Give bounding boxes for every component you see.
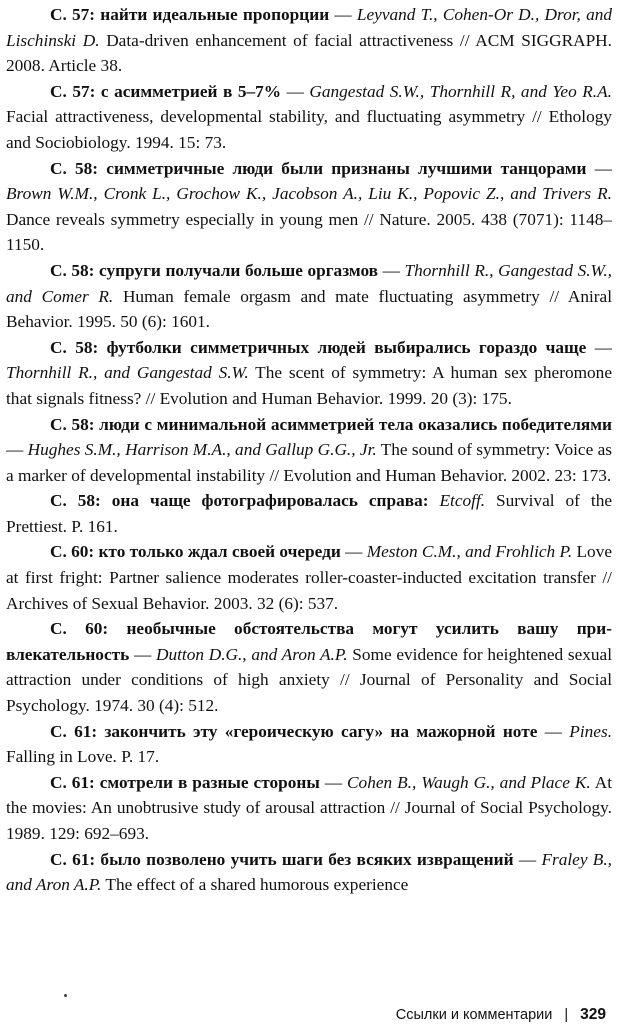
entry-dash: —	[586, 337, 612, 357]
entry-citation: The sound of symmetry: Voice as a marker of developmental instability // Evolution and Human Behavior. 2002. 23: 173.	[6, 440, 612, 485]
footer-separator: |	[564, 1007, 569, 1023]
reference-entry	[6, 156, 612, 258]
entry-heading: С. 60: необычные обстоятельства могут усилить вашу привлекательность	[6, 619, 612, 664]
entry-citation: Dance reveals symmetry especially in young men // Nature. 2005. 438 (7071): 1148–1150.	[6, 209, 612, 255]
entry-citation: Falling in Love. P. 17.	[6, 747, 160, 767]
reference-entry	[6, 488, 612, 539]
entry-citation: Facial attractiveness, developmental stability, and fluctuating asymmetry // Ethology and Sociobiology. 1994. 15: 73.	[6, 107, 612, 152]
entry-dash: —	[281, 81, 310, 101]
entry-authors: Meston C.M., and Frohlich P.	[366, 542, 573, 562]
reference-entry	[6, 335, 612, 412]
entry-heading: С. 58: люди с минимальной асимметрией тела оказались победителями	[50, 414, 612, 434]
entry-heading: С. 61: закончить эту «героическую сагу» на мажорной ноте	[50, 721, 538, 741]
notes-body	[6, 2, 612, 898]
entry-citation: The scent of symmetry: A human sex pheromone that signals fitness? // Evolution and Human Behavior. 1999. 20 (3): 175.	[6, 363, 612, 408]
entry-authors: Etcoff.	[439, 491, 486, 511]
reference-entry	[6, 539, 612, 616]
entry-citation: Some evidence for heightened sexual attraction under conditions of high anxiety // Journal of Personality and Social Psychology. 1974. 30 (4): 512.	[6, 644, 613, 716]
entry-citation: At the movies: An unobtrusive study of arousal attraction // Journal of Social Psychology. 1989. 129: 692–693.	[6, 772, 613, 843]
entry-dash: —	[6, 440, 28, 460]
entry-heading: С. 61: было позволено учить шаги без всяких извращений	[50, 849, 514, 869]
reference-entry	[6, 616, 612, 718]
entry-heading: С. 58: футболки симметричных людей выбирались гораздо чаще	[50, 337, 587, 357]
entry-heading: С. 60: кто только ждал своей очереди	[50, 542, 341, 562]
reference-entry	[6, 79, 612, 156]
entry-authors: Thornhill R., Gangestad S.W., and Comer R.	[6, 260, 613, 306]
entry-dash: —	[537, 721, 570, 741]
entry-dash: —	[319, 772, 348, 792]
entry-authors: Pines.	[569, 721, 613, 741]
entry-authors: Brown W.M., Cronk L., Grochow K., Jacobson A., Liu K., Popovic Z., and Trivers R.	[6, 184, 612, 204]
scan-speck	[64, 994, 67, 997]
reference-entry	[6, 847, 612, 898]
entry-citation: The effect of a shared humorous experience	[101, 875, 409, 895]
entry-authors: Cohen B., Waugh G., and Place K.	[347, 772, 591, 792]
entry-citation: Human female orgasm and mate fluctuating asymmetry // Aniral Behavior. 1995. 50 (6): 1601.	[6, 286, 612, 332]
reference-entry	[6, 770, 612, 847]
entry-heading: С. 58: супруги получали больше оргазмов	[50, 260, 378, 280]
entry-heading: С. 58: она чаще фотографировалась справа:	[50, 491, 429, 511]
entry-heading: С. 57: найти идеальные пропорции	[50, 5, 330, 24]
entry-dash: —	[513, 849, 542, 869]
entry-dash	[429, 491, 440, 510]
entry-dash: —	[329, 5, 357, 24]
entry-heading: С. 57: с асимметрией в 5–7%	[50, 81, 282, 101]
entry-dash: —	[129, 644, 156, 664]
entry-heading: С. 61: смотрели в разные стороны	[50, 772, 320, 792]
reference-entry	[6, 719, 612, 770]
entry-citation: Data-driven enhancement of facial attractiveness // ACM SIGGRAPH. 2008. Article 38.	[6, 30, 612, 76]
entry-authors: Leyvand T., Cohen-Or D., Dror, and Lischinski D.	[6, 5, 612, 50]
entry-authors: Thornhill R., and Gangestad S.W.	[6, 363, 249, 383]
entry-authors: Fraley B., and Aron A.P.	[6, 849, 612, 895]
entry-authors: Gangestad S.W., Thornhill R, and Yeo R.A.	[309, 81, 612, 101]
entry-dash: —	[377, 260, 405, 280]
entry-dash: —	[340, 542, 367, 562]
entry-citation: Survival of the Prettiest. P. 161.	[6, 491, 613, 536]
entry-authors: Dutton D.G., and Aron A.P.	[155, 644, 348, 664]
entry-heading: С. 58: симметричные люди были признаны лучшими танцорами	[50, 158, 587, 178]
reference-entry	[6, 258, 612, 335]
page-footer	[396, 1006, 606, 1024]
page-number: 329	[580, 1006, 606, 1023]
reference-entry	[6, 412, 612, 489]
entry-citation: Love at first fright: Partner salience moderates roller-coaster-inducted excitation transfer // Archives of Sexual Behavior. 2003. 32 (6): 537.	[6, 542, 613, 613]
running-title: Ссылки и комментарии	[395, 1007, 553, 1023]
entry-authors: Hughes S.M., Harrison M.A., and Gallup G.G., Jr.	[27, 440, 377, 460]
reference-entry	[6, 2, 612, 79]
entry-dash: —	[586, 158, 612, 178]
